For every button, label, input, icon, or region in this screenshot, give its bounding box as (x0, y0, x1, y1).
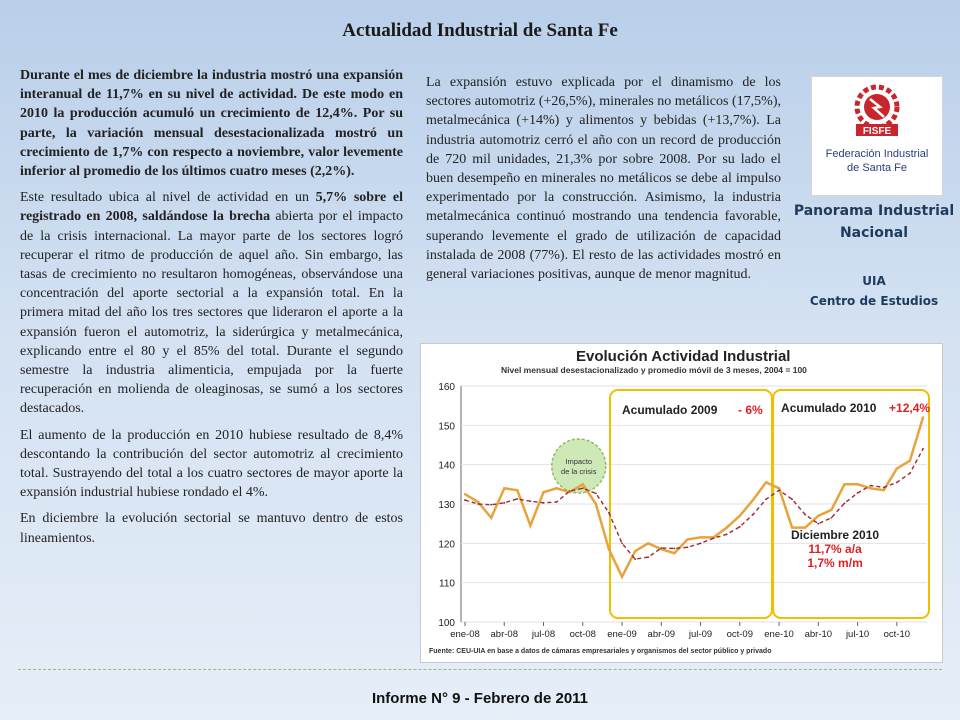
monthly-point (634, 550, 636, 552)
moving-average-point (595, 492, 597, 494)
y-tick-label: 140 (438, 460, 455, 472)
sidebar-title-line-1: Panorama Industrial (793, 203, 955, 219)
monthly-point (529, 524, 531, 526)
moving-average-point (896, 481, 898, 483)
footer-divider (18, 669, 942, 670)
monthly-point (778, 487, 780, 489)
acum-2009-label: Acumulado 2009 (622, 403, 718, 417)
intro-paragraph: Durante el mes de diciembre la industria mostró una expansión interanual de 11,7% en su nivel de actividad. De este modo en 2010 la producción acumuló un crecimiento de 12,4%. Por su parte, la variación mensual desestacionalizada mostró un crecimiento de 1,7% con respecto a noviembre, valor levemente inferior al promedio de los últimos cuatro meses (2,2%). (20, 68, 403, 180)
monthly-point (896, 467, 898, 469)
moving-average-point (870, 485, 872, 487)
monthly-point (739, 515, 741, 517)
paragraph-2 (20, 188, 403, 418)
moving-average-point (857, 492, 859, 494)
moving-average-point (608, 512, 610, 514)
page-title: Actualidad Industrial de Santa Fe (342, 20, 618, 41)
monthly-point (582, 483, 584, 485)
moving-average-point (569, 490, 571, 492)
moving-average-point (582, 487, 584, 489)
moving-average-point (503, 502, 505, 504)
moving-average-point (530, 500, 532, 502)
y-tick-label: 130 (438, 500, 455, 511)
sidebar-dept: Centro de Estudios (809, 294, 939, 308)
acum-2009-value: - 6% (738, 403, 763, 417)
moving-average-point (516, 498, 518, 500)
moving-average-point (713, 537, 715, 539)
paragraph-3: El aumento de la producción en 2010 hubiese resultado de 8,4% descontando la contribución del sector automotriz al crecimiento total. Sustrayendo del total a los cuatro sectores de mayor aporte la expansión industrial hubiese rondado el 4%. (20, 427, 403, 501)
monthly-point (477, 501, 479, 503)
middle-paragraph: La expansión estuvo explicada por el dinamismo de los sectores automotriz (+26,5%), minerales no metálicos (17,5%), metalmecánica (+14%) y alimentos y bebidas (+13,7%). La industria automotriz cerró el año con un record de producción de 720 mil unidades, 21,3% por sobre 2008. Por su lado el buen desempeño en minerales no metálicos se debe al impulso experimentado por la construcción. Asimismo, la industria metalmecánica continuó mostrando una tendencia favorable, superando levemente el grado de utilización de capacidad instalada de 2008 (77%). El resto de las actividades mostró en general variaciones positivas, aunque de menor magnitud. (426, 75, 781, 283)
monthly-point (555, 487, 557, 489)
moving-average-point (778, 489, 780, 491)
sidebar-title-line-2: Nacional (839, 225, 909, 241)
moving-average-point (791, 498, 793, 500)
footer-issue: Informe N° 9 - Febrero de 2011 (371, 690, 589, 707)
monthly-point (856, 483, 858, 485)
x-tick-label: abr-10 (804, 629, 833, 640)
moving-average-point (543, 502, 545, 504)
moving-average-point (752, 514, 754, 516)
monthly-point (699, 536, 701, 538)
x-tick-label: abr-08 (490, 629, 518, 640)
moving-average-point (909, 472, 911, 474)
monthly-point (765, 481, 767, 483)
moving-average-point (687, 546, 689, 548)
moving-average-point (831, 517, 833, 519)
moving-average-point (634, 558, 636, 560)
moving-average-point (844, 502, 846, 504)
moving-average-point (490, 504, 492, 506)
chart-svg (421, 344, 942, 662)
monthly-point (595, 503, 597, 505)
logo-line-2: de Santa Fe (847, 162, 907, 174)
monthly-point (686, 538, 688, 540)
paragraph-2-text-b: abierta por el impacto de la crisis internacional. La mayor parte de los sectores logró recuperar el ritmo de producción de aquel año. Sin embargo, las tasas de crecimiento no resultaron homogéneas, observándose una concentración del aporte sectorial a la expansión total. En la primera mitad del año los tres sectores que lideraron el aporte a la expansión fueron el automotriz, la siderúrgica y metalmecánica, explicando entre el 80 y el 85% del total. Durante el segundo semestre la industria alimenticia, empujada por la fuerte recuperación en molienda de oleaginosas, se sumó a los sectores destacados. (20, 209, 403, 417)
y-tick-label: 120 (438, 539, 455, 551)
activity-chart (420, 343, 943, 663)
december-title: Diciembre 2010 (791, 528, 880, 542)
paragraph-2-bold: 5,7% sobre el registrado en 2008, saldándose la brecha (20, 190, 403, 225)
middle-column (426, 73, 781, 284)
monthly-point (869, 487, 871, 489)
x-tick-label: ene-09 (607, 629, 637, 640)
december-mom: 1,7% m/m (807, 556, 863, 570)
y-tick-label: 160 (438, 382, 455, 393)
moving-average-point (556, 501, 558, 503)
moving-average-point (883, 487, 885, 489)
moving-average-point (621, 542, 623, 544)
monthly-point (542, 491, 544, 493)
crisis-bubble (552, 439, 606, 493)
x-tick-label: abr-09 (647, 629, 676, 640)
sidebar-org (788, 271, 960, 311)
acum-2010-label: Acumulado 2010 (781, 401, 877, 415)
paragraph-4: En diciembre la evolución sectorial se mantuvo dentro de estos lineamientos. (20, 511, 403, 546)
monthly-point (726, 526, 728, 528)
x-tick-label: jul-09 (688, 629, 713, 640)
logo-line-1: Federación Industrial (825, 148, 929, 160)
left-column (20, 66, 403, 555)
monthly-point (503, 487, 505, 489)
moving-average-point (660, 547, 662, 549)
sidebar-title (788, 200, 960, 244)
monthly-point (490, 517, 492, 519)
moving-average-point (477, 503, 479, 505)
monthly-point (516, 489, 518, 491)
paragraph-2-text-a: Este resultado ubica al nivel de actividad en un (20, 190, 316, 206)
fisfe-logo (811, 76, 943, 196)
monthly-point (464, 493, 466, 495)
moving-average-point (726, 533, 728, 535)
x-tick-label: jul-08 (531, 629, 556, 640)
x-tick-label: ene-10 (764, 629, 794, 640)
crisis-label-line-2: de la crisis (561, 467, 597, 476)
monthly-point (922, 416, 924, 418)
moving-average-point (922, 448, 924, 450)
x-tick-label: ene-08 (450, 629, 480, 640)
moving-average-point (765, 498, 767, 500)
moving-average-point (647, 556, 649, 558)
fisfe-logo-graphic (812, 77, 942, 195)
monthly-point (909, 460, 911, 462)
monthly-point (647, 542, 649, 544)
acum-2010-value: +12,4% (889, 401, 931, 415)
monthly-point (883, 489, 885, 491)
monthly-point (621, 576, 623, 578)
x-tick-label: oct-08 (569, 629, 596, 640)
x-tick-label: oct-10 (883, 629, 911, 640)
chart-title: Evolución Actividad Industrial (576, 348, 791, 365)
sidebar-org-name: UIA (862, 274, 886, 288)
monthly-point (843, 483, 845, 485)
monthly-point (830, 509, 832, 511)
monthly-point (817, 515, 819, 517)
moving-average-point (739, 526, 741, 528)
chart-source: Fuente: CEU-UIA en base a datos de cámaras empresariales y organismos del sector público y privado (429, 648, 772, 655)
monthly-point (752, 499, 754, 501)
y-tick-label: 150 (438, 421, 455, 433)
x-tick-label: jul-10 (845, 629, 870, 640)
moving-average-point (804, 514, 806, 516)
moving-average-point (700, 542, 702, 544)
moving-average-point (673, 548, 675, 550)
moving-average-point (817, 523, 819, 525)
december-yoy: 11,7% a/a (808, 542, 862, 556)
chart-subtitle: Nivel mensual desestacionalizado y promedio móvil de 3 meses, 2004 = 100 (501, 365, 807, 375)
x-tick-label: oct-09 (726, 629, 754, 640)
moving-average-point (464, 499, 466, 501)
y-tick-label: 100 (438, 618, 455, 629)
crisis-label-line-1: Impacto (565, 457, 593, 466)
y-tick-label: 110 (439, 578, 455, 590)
logo-acronym: FISFE (862, 126, 892, 137)
monthly-point (608, 548, 610, 550)
monthly-point (673, 552, 675, 554)
